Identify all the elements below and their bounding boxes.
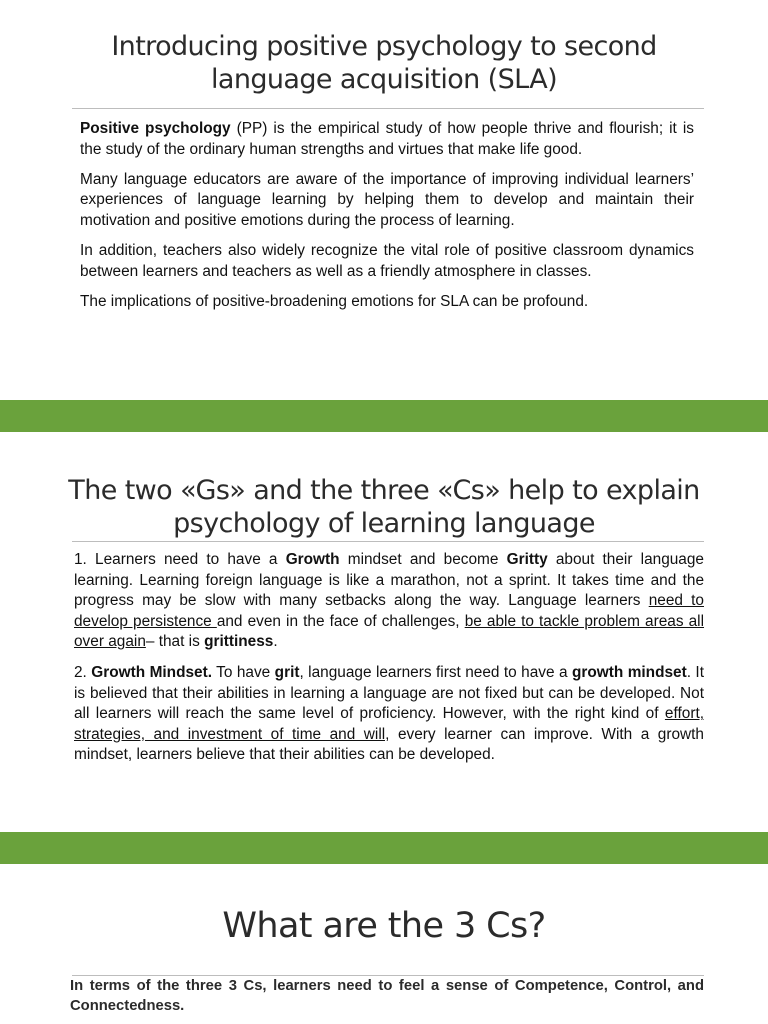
term-grittiness: grittiness [204,633,274,651]
term-growth-mindset-heading: Growth Mindset. [91,663,212,681]
slide-3-body: In terms of the three 3 Cs, learners need to feel a sense of Competence, Control, and Connectedness. [70,978,704,1014]
underlined-tackle-problems: be able to tackle problem areas all over again [74,612,705,651]
slide-separator-band-2 [0,832,768,864]
term-grit: grit [274,663,300,681]
slide-2-paragraph-1: 1. Learners need to have a Growth mindset and become Gritty about their language learning. Learning foreign language is like a marathon, not a sprint. It takes time and the progress may be slow with many setbacks along the way. Language learners need to develop persistence and even in the face of challenges, be able to tackle problem areas all over again– that is grittiness. [74,551,705,651]
slide-1-title-line-1: Introducing positive psychology to second [111,31,657,62]
slide-2-title-line-1: The two «Gs» and the three «Cs» help to explain [68,475,700,506]
slide-separator-band [0,400,768,432]
slide-1-title-line-2: language acquisition (SLA) [210,64,558,95]
slide-2 [0,432,768,832]
pp-definition: (PP) is the empirical study of how people thrive and flourish; it is the study of the ordinary human strengths and virtues that make life good. [80,120,694,158]
slide-3-title: What are the 3 Cs? [222,906,546,946]
slide-3 [0,864,768,1024]
underlined-effort: effort, strategies, and investment of time and will, [74,705,704,743]
term-growth-mindset: growth mindset [571,663,687,681]
underlined-persistence: need to develop persistence [74,592,704,630]
pp-term: Positive psychology [80,120,231,137]
slide-1 [0,0,768,400]
slide-3-divider [72,975,704,976]
slide-2-body [74,550,704,776]
term-gritty: Gritty [506,551,548,568]
slide-1-paragraph-2: Many language educators are aware of the importance of improving individual learners’ experiences of language learning by helping them to develop and maintain their motivation and positive emotions during the process of learning. [80,170,694,230]
slide-2-title [60,474,708,540]
slide-1-paragraph-4: The implications of positive-broadening emotions for SLA can be profound. [80,292,589,310]
slide-1-divider [72,108,704,109]
slide-1-body [80,119,694,321]
slide-2-paragraph-2: 2. Growth Mindset. To have grit, language learners first need to have a growth mindset. It is believed that their abilities in learning a language are not fixed but can be developed. Not all learners will reach the same level of proficiency. However, with the right kind of effort, strategies, and investment of time and will, every learner can improve. With a growth mindset, learners believe that their abilities can be developed. [74,663,704,764]
slide-1-paragraph-3: In addition, teachers also widely recognize the vital role of positive classroom dynamics between learners and teachers as well as a friendly atmosphere in classes. [80,241,694,280]
term-growth: Growth [285,551,340,568]
slide-2-title-line-2: psychology of learning language [173,508,595,539]
slide-1-title [60,30,708,96]
slide-1-paragraph-1 [80,119,694,161]
slide-2-divider [72,541,704,542]
